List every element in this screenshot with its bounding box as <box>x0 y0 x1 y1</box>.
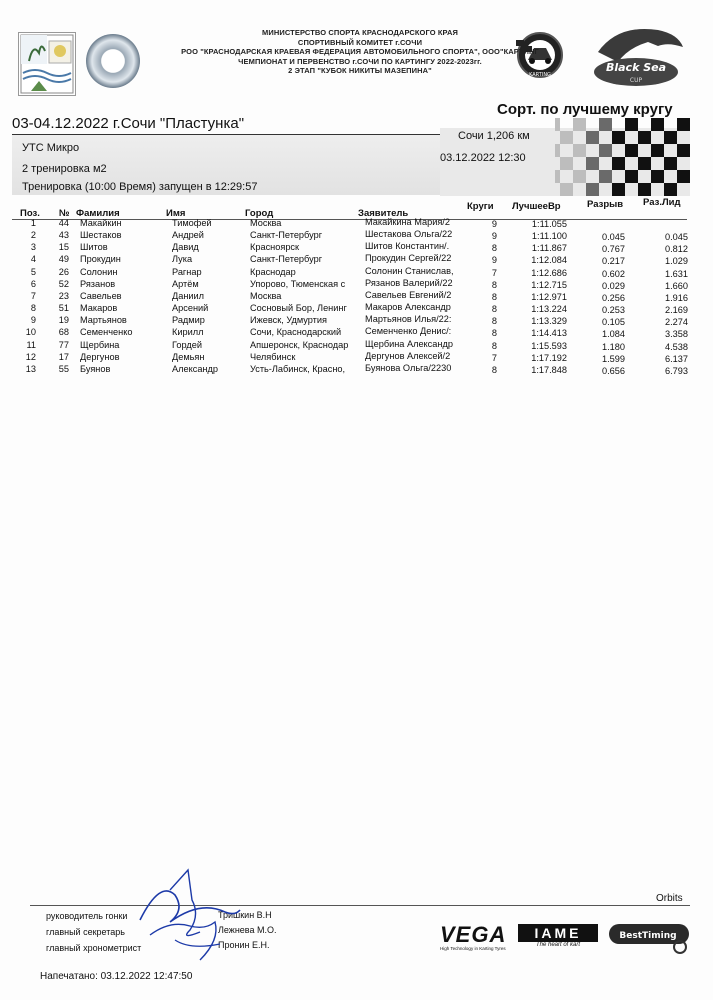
cell-best: 1:11.100 <box>531 231 567 242</box>
cell-best: 1:12.971 <box>531 291 567 302</box>
cell-best: 1:14.413 <box>531 328 567 339</box>
cell-entrant: Прокудин Сергей/22 <box>365 253 452 264</box>
cell-gap: 0.217 <box>602 256 625 267</box>
black-sea-cup-logo <box>588 22 688 92</box>
cell-num: 26 <box>58 266 69 277</box>
cell-diff: 2.169 <box>665 305 688 316</box>
cell-surname: Щербина <box>80 339 120 350</box>
table-row <box>0 315 713 327</box>
cell-best: 1:12.084 <box>531 255 567 266</box>
vega-logo-subtitle: High Technology in Karting Tyres <box>440 946 506 951</box>
cell-pos: 2 <box>30 230 36 241</box>
cell-num: 15 <box>58 242 69 253</box>
org-line: РОО "КРАСНОДАРСКАЯ КРАЕВАЯ ФЕДЕРАЦИЯ АВТОМОБИЛЬНОГО СПОРТА", ООО"КАРТИНГ <box>181 47 539 56</box>
cell-name: Рагнар <box>172 266 202 277</box>
col-header-surname: Фамилия <box>76 208 120 219</box>
cell-best: 1:17.192 <box>531 352 567 363</box>
staff-role: главный хронометрист <box>46 943 142 953</box>
cell-pos: 12 <box>25 351 36 362</box>
iame-logo-subtitle: The heart of kart <box>535 942 581 948</box>
cell-city: Сочи, Краснодарский <box>250 327 342 338</box>
event-place-date: 03-04.12.2022 г.Сочи "Пластунка" <box>12 115 245 132</box>
cell-pos: 8 <box>30 303 36 314</box>
cell-entrant: Макаров Александр <box>365 302 451 313</box>
cell-surname: Солонин <box>80 266 118 277</box>
cell-num: 51 <box>58 303 69 314</box>
table-row <box>0 303 713 315</box>
cell-name: Андрей <box>172 230 204 241</box>
col-header-name: Имя <box>166 208 186 219</box>
cell-diff: 1.029 <box>665 256 688 267</box>
cell-entrant: Солонин Станислав, <box>365 265 454 276</box>
iame-logo-text: IAME <box>518 924 598 942</box>
cell-name: Арсений <box>172 303 209 314</box>
table-row <box>0 242 713 254</box>
cell-best: 1:13.224 <box>531 304 567 315</box>
cell-city: Санкт-Петербург <box>250 254 323 265</box>
cell-surname: Семенченко <box>80 327 133 338</box>
session-name: 2 тренировка м2 <box>22 163 107 175</box>
cell-num: 19 <box>58 315 69 326</box>
cell-city: Санкт-Петербург <box>250 230 323 241</box>
cell-entrant: Савельев Евгений/2 <box>365 289 452 300</box>
staff-role: руководитель гонки <box>46 911 128 921</box>
cell-city: Москва <box>250 290 282 301</box>
cell-diff: 1.631 <box>665 268 688 279</box>
cell-num: 68 <box>58 327 69 338</box>
cell-laps: 9 <box>491 231 497 242</box>
cell-diff: 6.793 <box>665 365 688 376</box>
col-header-num: № <box>59 208 70 219</box>
cell-city: Апшеронск, Краснодар <box>250 339 349 350</box>
cell-laps: 8 <box>491 243 497 254</box>
table-row <box>0 340 713 352</box>
cell-name: Тимофей <box>172 218 212 228</box>
cell-best: 1:13.329 <box>531 316 567 327</box>
cell-entrant: Буянова Ольга/2230 <box>365 362 452 373</box>
cell-diff: 3.358 <box>665 329 688 340</box>
cell-pos: 5 <box>30 266 36 277</box>
cell-surname: Прокудин <box>80 254 121 265</box>
cell-diff: 0.812 <box>665 244 688 255</box>
cell-laps: 8 <box>491 340 497 351</box>
table-row <box>0 352 713 364</box>
cell-gap: 0.602 <box>602 268 625 279</box>
cell-gap: 1.084 <box>602 329 625 340</box>
cell-diff: 0.045 <box>665 232 688 243</box>
cell-name: Даниил <box>172 290 205 301</box>
table-row <box>0 327 713 339</box>
cell-laps: 8 <box>491 291 497 302</box>
cell-diff: 1.916 <box>665 292 688 303</box>
cell-city: Сосновый Бор, Ленинг <box>250 303 347 314</box>
cell-gap: 1.180 <box>602 341 625 352</box>
cell-gap: 0.253 <box>602 305 625 316</box>
cell-laps: 7 <box>491 352 497 363</box>
cell-city: Краснодар <box>250 266 296 277</box>
cell-city: Красноярск <box>250 242 300 253</box>
cell-name: Давид <box>172 242 199 253</box>
cell-pos: 13 <box>25 363 36 374</box>
cell-entrant: Дергунов Алексей/2 <box>365 350 451 361</box>
cell-best: 1:12.715 <box>531 279 567 290</box>
cell-name: Радмир <box>172 315 205 326</box>
organizer-header <box>160 28 560 76</box>
footer-divider <box>30 905 690 906</box>
cell-laps: 9 <box>491 255 497 266</box>
sochi-coat-of-arms-logo <box>18 32 76 96</box>
cell-name: Александр <box>172 363 218 374</box>
cell-best: 1:17.848 <box>531 364 567 375</box>
cell-num: 77 <box>58 339 69 350</box>
orbits-label: Orbits <box>656 893 683 904</box>
cell-pos: 9 <box>30 315 36 326</box>
signature-graphic <box>130 860 270 970</box>
session-start: Тренировка (10:00 Время) запущен в 12:29:57 <box>22 181 258 193</box>
iame-sponsor-logo <box>518 924 598 954</box>
table-row <box>0 218 713 230</box>
cell-gap: 0.256 <box>602 292 625 303</box>
class-name: УТС Микро <box>22 142 80 154</box>
cell-best: 1:11.055 <box>531 219 567 229</box>
table-row <box>0 254 713 266</box>
besttiming-logo-text: BestTiming <box>619 931 677 941</box>
cell-surname: Савельев <box>80 290 122 301</box>
cell-gap: 0.656 <box>602 365 625 376</box>
cell-diff: 6.137 <box>665 353 688 364</box>
org-line: ЧЕМПИОНАТ И ПЕРВЕНСТВО г.СОЧИ ПО КАРТИНГУ 2022-2023гг. <box>238 56 482 66</box>
cell-num: 49 <box>58 254 69 265</box>
besttiming-sponsor-logo <box>608 921 692 955</box>
session-datetime: 03.12.2022 12:30 <box>440 152 526 164</box>
col-header-gap: Разрыв <box>587 199 624 210</box>
cell-laps: 9 <box>491 219 497 229</box>
col-header-pos: Поз. <box>20 208 40 219</box>
cell-city: Ижевск, Удмуртия <box>250 315 327 326</box>
cell-entrant: Мартьянов Илья/22: <box>365 314 452 325</box>
org-line: 2 ЭТАП "КУБОК НИКИТЫ МАЗЕПИНА" <box>288 66 432 75</box>
col-header-laps: Круги <box>467 201 494 212</box>
cell-pos: 7 <box>30 290 36 301</box>
cell-num: 43 <box>58 230 69 241</box>
sort-title: Сорт. по лучшему кругу <box>497 101 673 118</box>
cell-pos: 4 <box>30 254 36 265</box>
cell-best: 1:11.867 <box>531 243 567 254</box>
cell-laps: 8 <box>491 364 497 375</box>
cell-laps: 8 <box>491 316 497 327</box>
vega-logo-text: VEGA <box>440 922 507 947</box>
cell-pos: 10 <box>25 327 36 338</box>
cell-laps: 8 <box>491 328 497 339</box>
cell-city: Усть-Лабинск, Красно, <box>250 363 346 374</box>
staff-role: главный секретарь <box>46 927 125 937</box>
cell-pos: 11 <box>26 339 36 350</box>
vega-sponsor-logo <box>440 924 510 954</box>
cell-diff: 2.274 <box>665 317 688 328</box>
col-header-best: ЛучшееВр <box>512 201 561 212</box>
cell-pos: 6 <box>30 278 36 289</box>
table-row <box>0 267 713 279</box>
cell-entrant: Семенченко Денис/: <box>365 326 452 337</box>
cell-num: 17 <box>58 351 69 362</box>
org-line: МИНИСТЕРСТВО СПОРТА КРАСНОДАРСКОГО КРАЯ <box>261 28 458 37</box>
cell-laps: 7 <box>491 267 497 278</box>
cell-gap: 0.767 <box>602 244 625 255</box>
staff-person: Лежнева М.О. <box>218 925 277 935</box>
cell-diff: 4.538 <box>665 341 688 352</box>
staff-person: Пронин Е.Н. <box>218 940 270 950</box>
cell-num: 52 <box>58 278 69 289</box>
table-row <box>0 364 713 376</box>
cell-num: 44 <box>58 218 69 228</box>
checkered-flag-graphic <box>555 118 690 196</box>
cell-diff: 1.660 <box>665 280 688 291</box>
bs-logo-text: Black Sea <box>605 61 667 74</box>
cell-surname: Шестаков <box>80 230 122 241</box>
cell-surname: Дергунов <box>80 351 120 362</box>
svg-text:CUP: CUP <box>629 77 643 84</box>
kart-logo-text: KARTING <box>529 72 551 78</box>
org-line: СПОРТИВНЫЙ КОМИТЕТ г.СОЧИ <box>297 37 423 47</box>
cell-pos: 1 <box>30 218 36 228</box>
cell-laps: 8 <box>491 304 497 315</box>
cell-entrant: Шитов Константин/. <box>365 241 450 252</box>
col-header-entrant: Заявитель <box>358 208 409 219</box>
cell-entrant: Макайкина Мария/2 <box>365 217 450 227</box>
cell-surname: Мартьянов <box>80 315 127 326</box>
cell-gap: 0.029 <box>602 280 625 291</box>
cell-surname: Макаров <box>80 303 118 314</box>
cell-name: Артём <box>172 278 199 289</box>
cell-surname: Буянов <box>80 363 111 374</box>
cell-entrant: Рязанов Валерий/22 <box>365 277 453 288</box>
venue-length: Сочи 1,206 км <box>458 130 530 142</box>
table-row <box>0 291 713 303</box>
cell-entrant: Шестакова Ольга/22 <box>365 229 453 240</box>
cell-entrant: Щербина Александр <box>365 338 453 349</box>
cell-name: Демьян <box>172 351 205 362</box>
cell-num: 55 <box>58 363 69 374</box>
cell-best: 1:12.686 <box>531 267 567 278</box>
table-row <box>0 230 713 242</box>
cell-num: 23 <box>58 290 69 301</box>
cell-name: Кирилл <box>172 327 204 338</box>
cell-surname: Шитов <box>80 242 108 253</box>
cell-best: 1:15.593 <box>531 340 567 351</box>
cell-gap: 0.105 <box>602 317 625 328</box>
cell-city: Челябинск <box>250 351 296 362</box>
table-row <box>0 279 713 291</box>
cell-laps: 8 <box>491 279 497 290</box>
sports-committee-logo <box>86 34 140 88</box>
cell-name: Лука <box>172 254 193 265</box>
cell-gap: 1.599 <box>602 353 625 364</box>
cell-pos: 3 <box>30 242 36 253</box>
cell-city: Москва <box>250 218 282 228</box>
cell-name: Гордей <box>172 339 202 350</box>
printed-timestamp: Напечатано: 03.12.2022 12:47:50 <box>40 971 193 982</box>
cell-gap: 0.045 <box>602 232 625 243</box>
staff-person: Тришкин В.Н <box>218 910 272 920</box>
col-header-diff: Раз.Лид <box>643 197 681 208</box>
cell-city: Упорово, Тюменская с <box>250 278 346 289</box>
cell-surname: Рязанов <box>80 278 116 289</box>
cell-surname: Макайкин <box>80 218 122 228</box>
col-header-city: Город <box>245 208 274 219</box>
